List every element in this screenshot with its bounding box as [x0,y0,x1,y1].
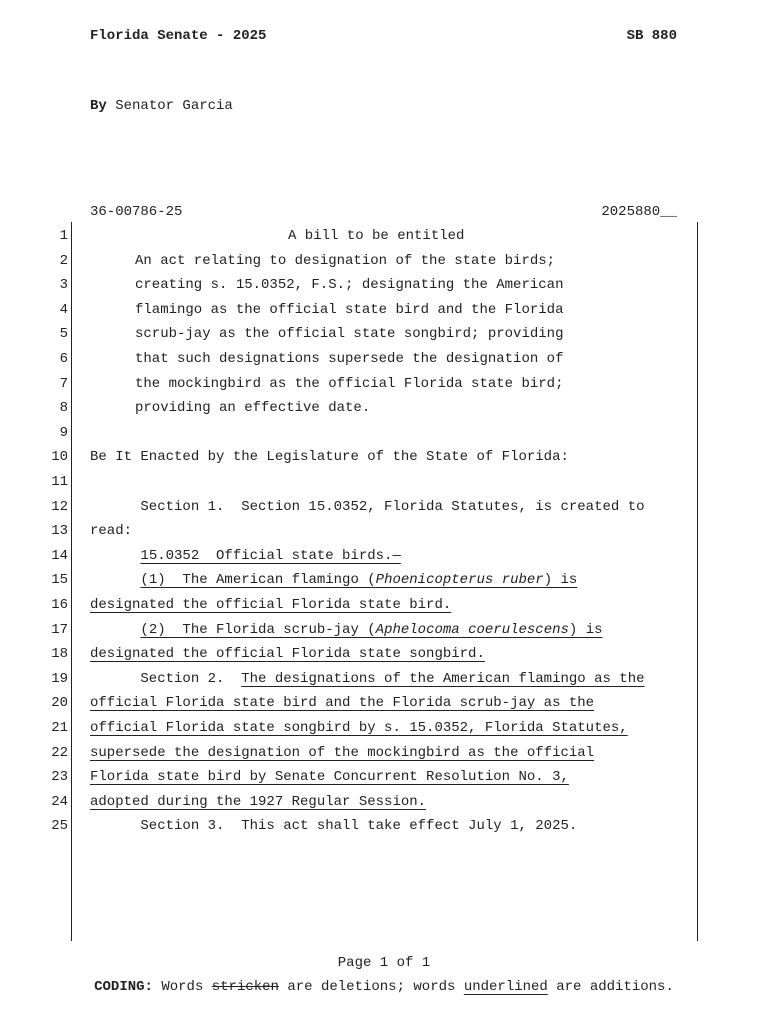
bill-text-segment: the mockingbird as the official Florida state bird; [135,376,564,392]
bill-text-segment: read: [90,523,133,539]
line-number: 24 [51,794,68,810]
bill-text-segment: A bill to be entitled [288,228,465,244]
coding-text-2: are deletions; words [278,979,464,995]
bill-line [90,694,594,712]
bill-line [90,571,577,589]
sponsor-prefix: By [90,98,107,114]
bill-text-segment: Section 1. Section 15.0352, Florida Statutes, is created to [90,499,645,515]
added-text: 15.0352 Official state birds.— [140,548,401,564]
draft-code: 36-00786-25 [90,204,183,220]
bill-text-segment: creating s. 15.0352, F.S.; designating the American [135,277,564,293]
line-number: 20 [51,695,68,711]
bill-line [90,522,132,540]
line-number: 17 [51,622,68,638]
added-text: Phoenicopterus ruber [375,572,544,588]
bill-text-segment [90,572,140,588]
line-number: 3 [59,277,68,293]
added-text: (2) The Florida scrub-jay ( [140,622,376,638]
sponsor-name: Senator Garcia [106,98,233,114]
coding-legend [0,978,768,996]
bill-line [90,498,645,516]
line-number: 23 [51,769,68,785]
bill-line [90,621,603,639]
added-text: official Florida state bird and the Florida scrub-jay as the [90,695,595,711]
bill-line [90,817,577,835]
added-text: (1) The American flamingo ( [140,572,376,588]
coding-label: CODING: [94,979,153,995]
added-text: The designations of the American flamingo as the [241,671,645,687]
page-indicator: Page 1 of 1 [337,955,431,971]
bill-line [135,276,563,294]
added-text: Florida state bird by Senate Concurrent Resolution No. 3, [90,769,569,785]
bill-line [135,252,555,270]
added-text: supersede the designation of the mockingbird as the official [90,745,595,761]
bill-text-segment: scrub-jay as the official state songbird; providing [135,326,564,342]
line-number: 11 [51,474,68,490]
bill-text-segment [90,622,140,638]
line-number: 15 [51,572,68,588]
line-number: 8 [59,400,68,416]
line-number: 16 [51,597,68,613]
sponsor-line [90,97,233,115]
added-text: ) is [543,572,578,588]
line-number: 5 [59,326,68,342]
bill-text-segment [90,548,140,564]
bill-text-segment: Section 3. This act shall take effect July 1, 2025. [90,818,578,834]
line-number: 14 [51,548,68,564]
bill-line [90,448,569,466]
coding-text-1: Words [152,979,212,995]
bill-text-segment: An act relating to designation of the state birds; [135,253,556,269]
bill-line [135,399,370,417]
bill-line [90,645,485,663]
bill-line [90,670,645,688]
added-text: designated the official Florida state bird. [90,597,452,613]
coding-underlined-example: underlined [463,979,548,995]
line-number: 7 [59,376,68,392]
line-number: 12 [51,499,68,515]
line-number: 22 [51,745,68,761]
line-number: 19 [51,671,68,687]
bill-line [135,350,563,368]
line-number: 1 [59,228,68,244]
added-text: designated the official Florida state songbird. [90,646,485,662]
added-text: ) is [568,622,603,638]
bill-text-segment: flamingo as the official state bird and the Florida [135,302,564,318]
line-number: 6 [59,351,68,367]
chamber-year: Florida Senate - 2025 [90,28,267,44]
bill-text-segment: providing an effective date. [135,400,371,416]
bill-line [90,596,451,614]
line-number: 2 [59,253,68,269]
bill-text-segment: Be It Enacted by the Legislature of the State of Florida: [90,449,569,465]
bill-line [90,768,569,786]
left-margin-line [71,222,72,941]
line-number: 18 [51,646,68,662]
bill-code: 2025880__ [601,204,677,220]
bill-line [90,793,426,811]
added-text: Aphelocoma coerulescens [375,622,569,638]
line-number: 25 [51,818,68,834]
bill-text-segment: that such designations supersede the designation of [135,351,564,367]
bill-number: SB 880 [626,28,677,44]
bill-line [135,375,563,393]
line-number: 13 [51,523,68,539]
right-margin-line [697,222,698,941]
line-number: 21 [51,720,68,736]
line-number: 4 [59,302,68,318]
bill-line [135,301,563,319]
coding-stricken-example: stricken [211,979,279,995]
bill-line [90,744,594,762]
bill-line [135,325,563,343]
bill-line [90,547,401,565]
line-number: 10 [51,449,68,465]
coding-text-3: are additions. [547,979,674,995]
added-text: adopted during the 1927 Regular Session. [90,794,427,810]
added-text: official Florida state songbird by s. 15.0352, Florida Statutes, [90,720,628,736]
line-number: 9 [59,425,68,441]
bill-text-segment: Section 2. [90,671,242,687]
bill-line [288,227,464,245]
bill-line [90,719,628,737]
